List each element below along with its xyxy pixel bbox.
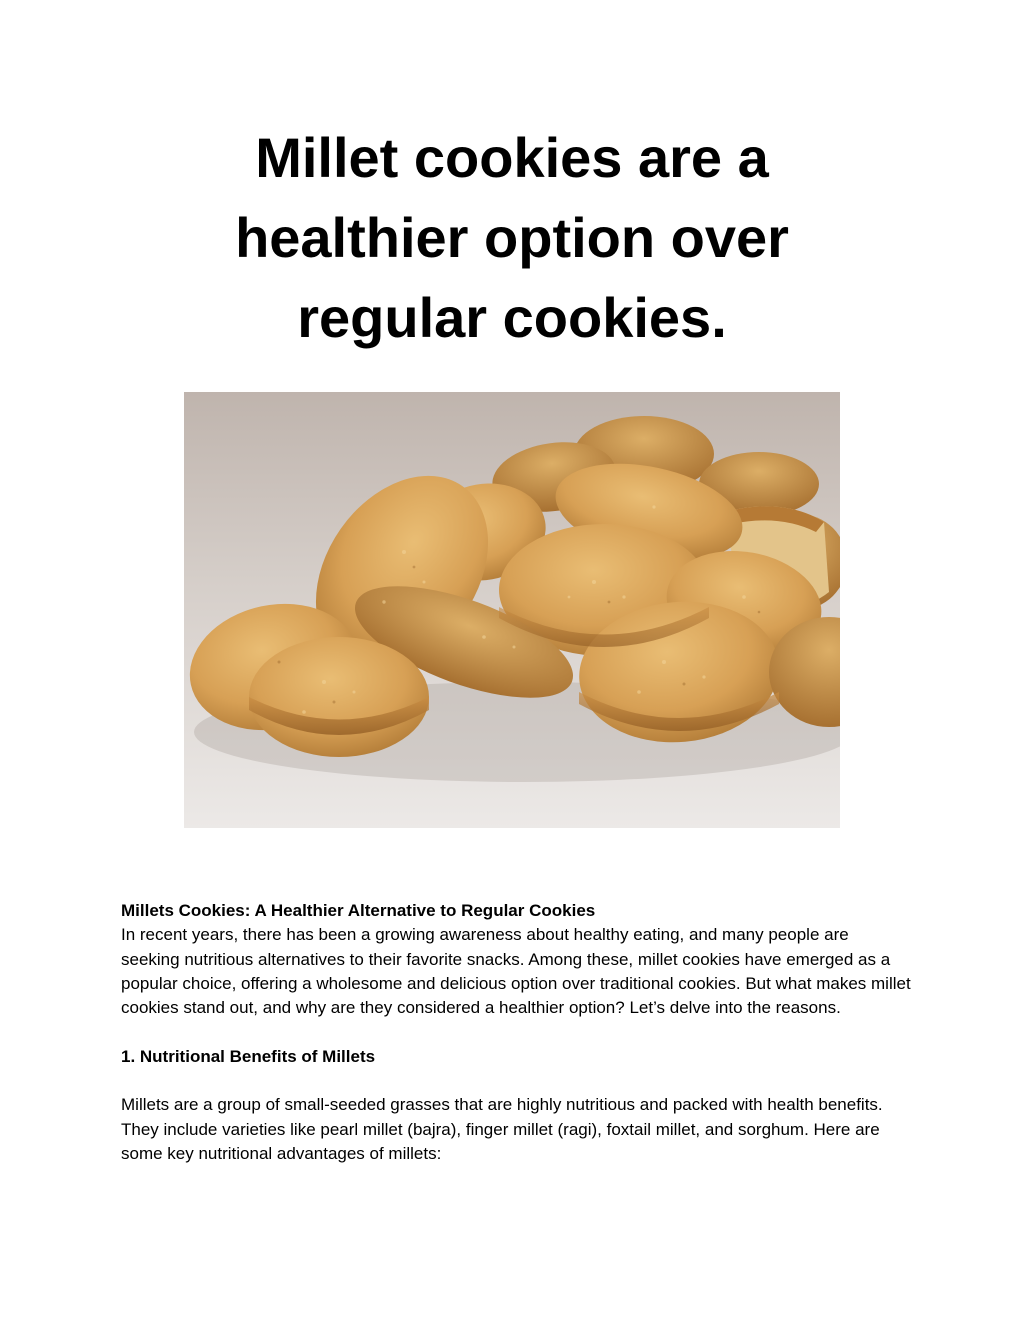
article-intro: In recent years, there has been a growing awareness about healthy eating, and many people are seeking nutritious alternatives to their favorite snacks. Among these, millet cookies have emerged as a popular choice, offering a wholesome and delicious option over traditional cookies. But what makes millet cookies stand out, and why are they considered a healthier option? Let’s delve into the reasons. <box>121 925 911 1018</box>
cookies-photo <box>184 392 840 828</box>
section1-body: Millets are a group of small-seeded grasses that are highly nutritious and packed with health benefits. They include varieties like pearl millet (bajra), finger millet (ragi), foxtail millet, and sorghum. Here are some key nutritional advantages of millets: <box>121 1095 883 1163</box>
article-heading: Millets Cookies: A Healthier Alternative to Regular Cookies <box>121 901 596 920</box>
page-title: Millet cookies are a healthier option over regular cookies. <box>235 126 789 349</box>
section1-heading: 1. Nutritional Benefits of Millets <box>121 1046 376 1066</box>
hero-image <box>184 392 840 828</box>
article-body <box>121 899 911 1166</box>
